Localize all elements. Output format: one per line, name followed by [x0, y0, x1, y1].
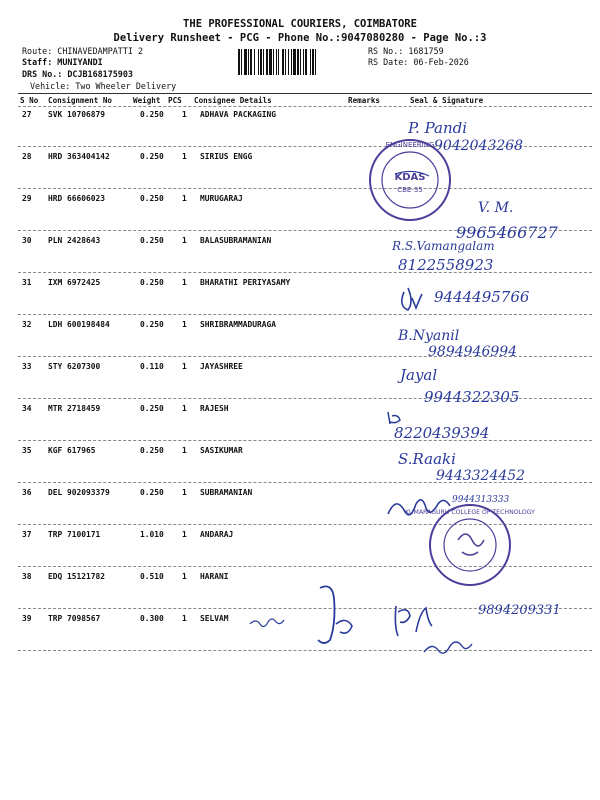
row-weight: 1.010	[140, 530, 164, 539]
row-consignee: BALASUBRAMANIAN	[200, 236, 272, 245]
row-weight: 0.110	[140, 362, 164, 371]
row-weight: 0.250	[140, 278, 164, 287]
handwritten-phone: 9944313333	[452, 495, 510, 505]
row-sno: 30	[22, 236, 32, 245]
handwritten-phone: 9944322305	[424, 388, 520, 406]
seal-stamp	[370, 140, 450, 220]
handwritten-phone: 8122558923	[398, 256, 494, 274]
row-pcs: 1	[182, 278, 187, 287]
stamp-city-text: CBE-35	[397, 186, 423, 194]
row-pcs: 1	[182, 488, 187, 497]
row-weight: 0.250	[140, 404, 164, 413]
signature-text: Jayal	[400, 366, 438, 384]
row-consignment: PLN 2428643	[48, 236, 101, 245]
handwritten-phone: 9042043268	[434, 138, 524, 154]
stamp-center-text: KDAS	[394, 172, 426, 183]
row-consignment: KGF 617965	[48, 446, 96, 455]
row-weight: 0.510	[140, 572, 164, 581]
row-weight: 0.250	[140, 488, 164, 497]
signature-scribble	[318, 586, 335, 643]
row-weight: 0.250	[140, 236, 164, 245]
stamp-ring-text: ENGINEERING	[385, 141, 435, 149]
row-consignee: SELVAM	[200, 614, 229, 623]
row-consignment: DEL 902093379	[48, 488, 110, 497]
signature-scribble	[336, 620, 352, 633]
row-consignee: SUBRAMANIAN	[200, 488, 253, 497]
handwritten-phone: 9965466727	[456, 223, 558, 242]
row-sno: 36	[22, 488, 32, 497]
handwritten-phone: 8220439394	[394, 424, 490, 442]
row-consignee: JAYASHREE	[200, 362, 243, 371]
row-sno: 29	[22, 194, 32, 203]
row-weight: 0.250	[140, 320, 164, 329]
col-seal-signature: Seal & Signature	[410, 96, 484, 105]
signature-text: B.Nyanil	[398, 328, 460, 344]
row-weight: 0.250	[140, 446, 164, 455]
row-consignee: RAJESH	[200, 404, 229, 413]
row-sno: 28	[22, 152, 32, 161]
signature-scribble	[250, 619, 284, 627]
row-consignment: IXM 6972425	[48, 278, 101, 287]
row-sno: 37	[22, 530, 32, 539]
signature-text: R.S.Vamangalam	[392, 239, 495, 253]
row-consignment: TRP 7098567	[48, 614, 101, 623]
col-weight: Weight	[133, 96, 161, 105]
signature-scribble	[402, 288, 422, 310]
signature-scribble	[388, 412, 400, 424]
col-remarks: Remarks	[348, 96, 381, 105]
handwritten-phone: 9894946994	[428, 344, 518, 360]
row-consignee: MURUGARAJ	[200, 194, 243, 203]
row-consignee: SIRIUS ENGG	[200, 152, 253, 161]
runsheet-subtitle: Delivery Runsheet - PCG - Phone No.:9047080280 - Page No.:3	[113, 32, 487, 44]
col-consignment: Consignment No	[48, 96, 113, 105]
row-consignee: SHRIBRAMMADURAGA	[200, 320, 277, 329]
signature-text: P. Pandi	[408, 119, 468, 137]
row-consignment: LDH 600198484	[48, 320, 110, 329]
college-seal-stamp	[405, 505, 535, 585]
row-consignment: STY 6207300	[48, 362, 101, 371]
row-sno: 38	[22, 572, 32, 581]
row-pcs: 1	[182, 530, 187, 539]
row-consignment: MTR 2718459	[48, 404, 101, 413]
row-pcs: 1	[182, 236, 187, 245]
row-weight: 0.250	[140, 194, 164, 203]
route-label: Route: CHINAVEDAMPATTI 2	[22, 46, 144, 56]
row-consignee: HARANI	[200, 572, 229, 581]
row-consignee: ADHAVA PACKAGING	[200, 110, 277, 119]
stamp-ring-text: KUMARAGURU COLLEGE OF TECHNOLOGY	[405, 509, 535, 516]
row-pcs: 1	[182, 614, 187, 623]
signature-text: V. M.	[478, 200, 514, 216]
row-pcs: 1	[182, 320, 187, 329]
row-consignment: SVK 10706879	[48, 110, 106, 119]
row-consignee: BHARATHI PERIYASAMY	[200, 278, 291, 287]
row-sno: 39	[22, 614, 32, 623]
drs-label: DRS No.: DCJB168175903	[22, 69, 133, 79]
row-pcs: 1	[182, 194, 187, 203]
row-consignment: HRD 66606023	[48, 194, 106, 203]
vehicle-label: Vehicle: Two Wheeler Delivery	[30, 81, 177, 91]
col-sno: S No	[20, 96, 39, 105]
handwritten-phone: 9894209331	[478, 603, 561, 618]
row-consignee: SASIKUMAR	[200, 446, 243, 455]
row-sno: 31	[22, 278, 32, 287]
row-consignment: HRD 363404142	[48, 152, 110, 161]
signature-text: S.Raaki	[398, 450, 456, 468]
row-sno: 35	[22, 446, 32, 455]
row-pcs: 1	[182, 152, 187, 161]
row-consignment: TRP 7100171	[48, 530, 101, 539]
row-weight: 0.250	[140, 110, 164, 119]
col-consignee: Consignee Details	[194, 96, 272, 105]
row-sno: 27	[22, 110, 32, 119]
row-weight: 0.250	[140, 152, 164, 161]
row-pcs: 1	[182, 110, 187, 119]
row-consignee: ANDARAJ	[200, 530, 234, 539]
row-sno: 32	[22, 320, 32, 329]
row-sno: 33	[22, 362, 32, 371]
row-sno: 34	[22, 404, 32, 413]
row-pcs: 1	[182, 404, 187, 413]
row-consignment: EDQ 15121782	[48, 572, 106, 581]
rs-date: RS Date: 06-Feb-2026	[368, 57, 469, 67]
handwritten-phone: 9443324452	[436, 468, 526, 484]
row-weight: 0.300	[140, 614, 164, 623]
col-pcs: PCS	[168, 96, 182, 105]
row-pcs: 1	[182, 572, 187, 581]
signature-scribble	[424, 642, 472, 653]
staff-label: Staff: MUNIYANDI	[22, 57, 103, 67]
company-title: THE PROFESSIONAL COURIERS, COIMBATORE	[183, 18, 417, 30]
row-pcs: 1	[182, 446, 187, 455]
signature-scribble	[395, 606, 432, 636]
handwritten-phone: 9444495766	[434, 288, 530, 306]
rs-number: RS No.: 1681759	[368, 46, 444, 56]
row-pcs: 1	[182, 362, 187, 371]
